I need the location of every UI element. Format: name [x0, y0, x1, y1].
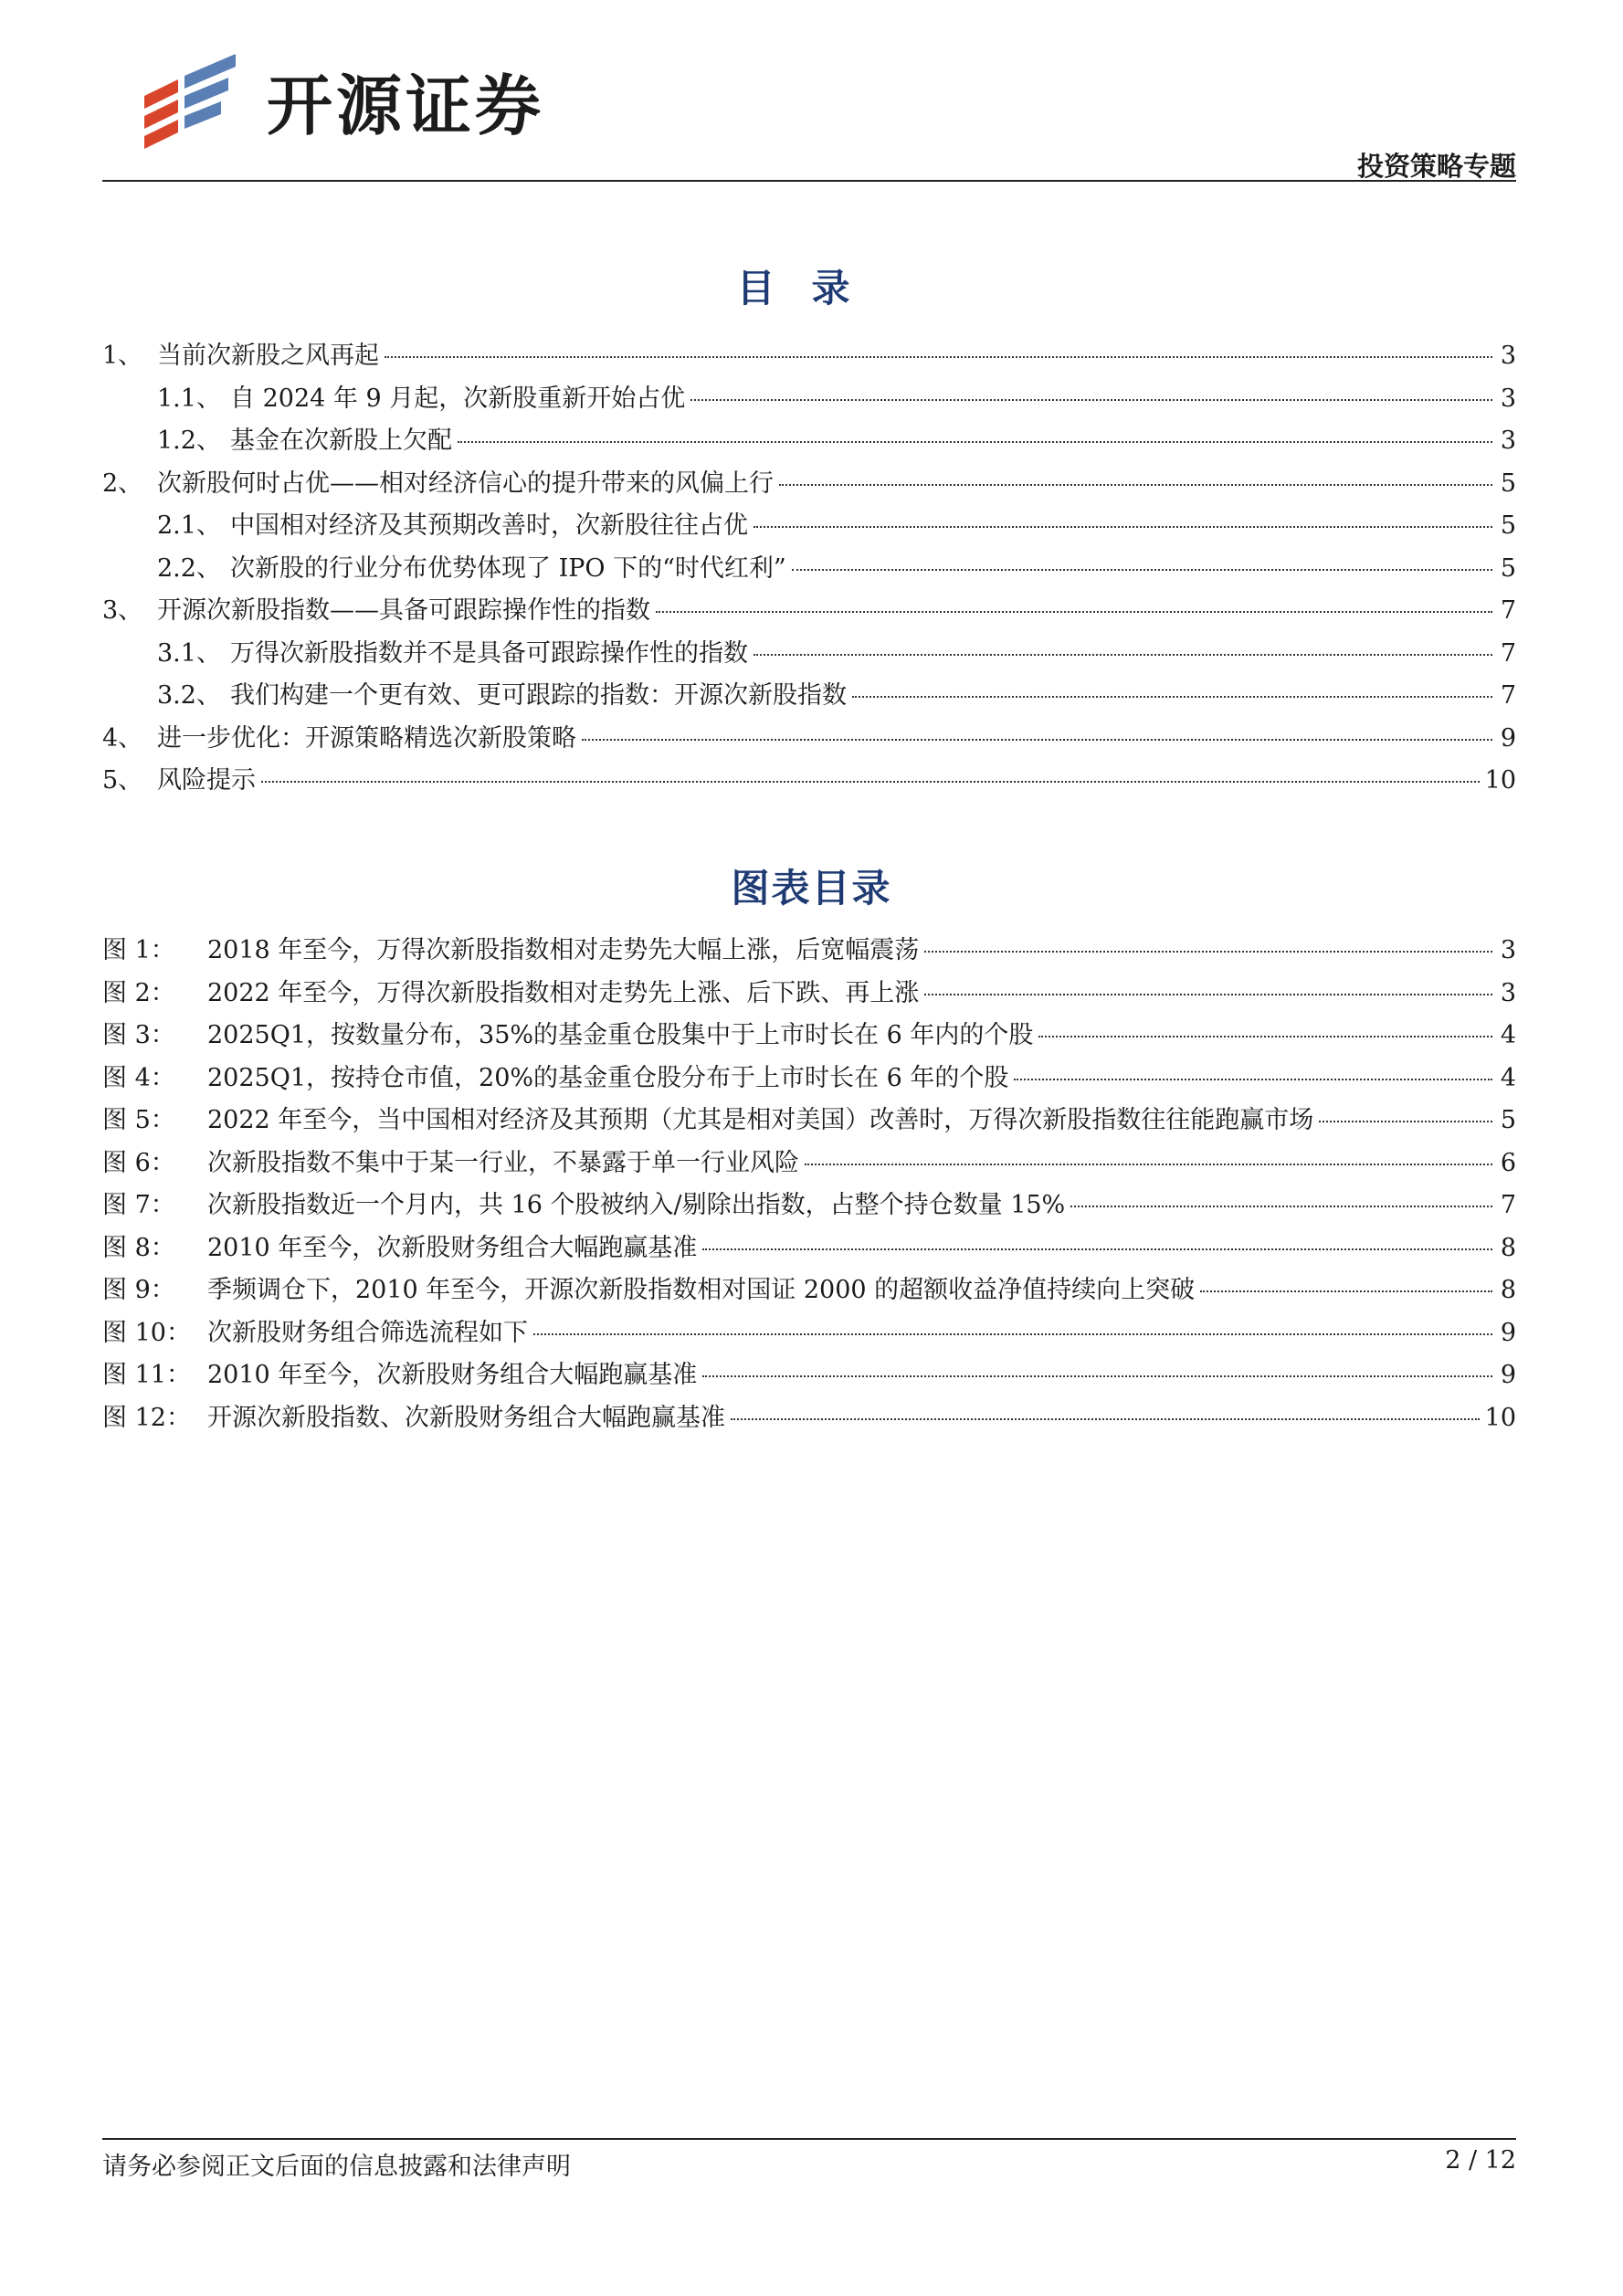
figure-number: 图 12： — [102, 1403, 191, 1432]
figure-list-entry[interactable] — [102, 1143, 1516, 1185]
dot-leader — [690, 399, 1492, 401]
dot-leader — [385, 356, 1492, 358]
dot-leader — [852, 696, 1492, 698]
toc-entry[interactable] — [102, 633, 1516, 676]
figure-title: 2022 年至今，万得次新股指数相对走势先上涨、后下跌、再上涨 — [207, 978, 920, 1007]
section-number: 3.1、 — [157, 638, 221, 668]
dot-leader — [458, 441, 1492, 443]
toc-entry[interactable] — [102, 505, 1516, 548]
page-ref: 7 — [1500, 596, 1516, 625]
figure-list-entry[interactable] — [102, 1227, 1516, 1270]
figure-list — [102, 930, 1516, 1439]
toc-entry[interactable] — [102, 463, 1516, 506]
toc-entry[interactable] — [102, 378, 1516, 421]
figure-list-entry[interactable] — [102, 1312, 1516, 1355]
page-ref: 4 — [1500, 1021, 1516, 1049]
figure-number: 图 5： — [102, 1106, 175, 1134]
section-title: 开源次新股指数——具备可跟踪操作性的指数 — [157, 596, 650, 625]
dot-leader — [1070, 1206, 1492, 1207]
page-ref: 8 — [1500, 1276, 1516, 1304]
dot-leader — [702, 1248, 1492, 1250]
toc-entry[interactable] — [102, 590, 1516, 633]
page-ref: 3 — [1500, 427, 1516, 455]
page-ref: 5 — [1500, 469, 1516, 498]
section-title: 万得次新股指数并不是具备可跟踪操作性的指数 — [230, 638, 748, 668]
dot-leader — [261, 781, 1480, 783]
figure-title: 2018 年至今，万得次新股指数相对走势先大幅上涨，后宽幅震荡 — [207, 936, 920, 964]
page-ref: 6 — [1500, 1148, 1516, 1177]
header-divider — [102, 180, 1516, 182]
footer-disclaimer: 请务必参阅正文后面的信息披露和法律声明 — [102, 2153, 571, 2181]
figure-title: 次新股指数近一个月内，共 16 个股被纳入/剔除出指数，占整个持仓数量 15% — [207, 1191, 1066, 1219]
figure-list-entry[interactable] — [102, 930, 1516, 973]
section-title: 当前次新股之风再起 — [157, 342, 379, 370]
figure-list-heading: 图表目录 — [731, 866, 892, 911]
page-ref: 8 — [1500, 1233, 1516, 1262]
footer-divider — [102, 2138, 1516, 2140]
dot-leader — [1200, 1290, 1492, 1292]
dot-leader — [533, 1333, 1492, 1335]
toc-heading: 目录 — [736, 266, 887, 311]
figure-list-entry[interactable] — [102, 1185, 1516, 1227]
page-ref: 10 — [1484, 1403, 1516, 1432]
figure-list-entry[interactable] — [102, 1015, 1516, 1058]
figure-list-entry[interactable] — [102, 1397, 1516, 1440]
section-title: 自 2024 年 9 月起，次新股重新开始占优 — [230, 384, 686, 413]
dot-leader — [702, 1375, 1492, 1377]
figure-title: 次新股指数不集中于某一行业，不暴露于单一行业风险 — [207, 1148, 799, 1177]
section-number: 5、 — [102, 766, 143, 795]
dot-leader — [1319, 1121, 1492, 1122]
figure-number: 图 7： — [102, 1191, 175, 1219]
figure-title: 2022 年至今，当中国相对经济及其预期（尤其是相对美国）改善时，万得次新股指数往往能跑赢市场 — [207, 1106, 1314, 1134]
brand-logo — [137, 50, 544, 151]
page-ref: 3 — [1500, 342, 1516, 370]
toc-entry[interactable] — [102, 548, 1516, 591]
figure-title: 次新股财务组合筛选流程如下 — [207, 1318, 528, 1347]
toc-entry[interactable] — [102, 760, 1516, 803]
page-ref: 3 — [1500, 978, 1516, 1007]
figure-title: 2025Q1，按持仓市值，20%的基金重仓股分布于上市时长在 6 年的个股 — [207, 1063, 1009, 1092]
page-ref: 5 — [1500, 511, 1516, 540]
brand-name: 开源证券 — [267, 68, 545, 144]
page-ref: 7 — [1500, 1191, 1516, 1219]
page-ref: 7 — [1500, 681, 1516, 710]
figure-list-entry[interactable] — [102, 1100, 1516, 1143]
page-ref: 5 — [1500, 1106, 1516, 1134]
figure-title: 2025Q1，按数量分布，35%的基金重仓股集中于上市时长在 6 年内的个股 — [207, 1021, 1034, 1049]
section-number: 2.2、 — [157, 553, 221, 583]
section-number: 1.1、 — [157, 384, 221, 413]
dot-leader — [1014, 1079, 1492, 1080]
page-ref: 9 — [1500, 1361, 1516, 1389]
page-ref: 9 — [1500, 723, 1516, 753]
section-number: 1.2、 — [157, 427, 221, 455]
figure-list-entry[interactable] — [102, 973, 1516, 1016]
dot-leader — [792, 569, 1492, 571]
figure-title: 2010 年至今，次新股财务组合大幅跑赢基准 — [207, 1361, 698, 1389]
figure-number: 图 2： — [102, 978, 175, 1007]
dot-leader — [582, 739, 1492, 741]
page-ref: 7 — [1500, 638, 1516, 668]
page-ref: 10 — [1484, 766, 1516, 795]
dot-leader — [924, 951, 1492, 953]
kaiyuan-logo-icon — [137, 50, 247, 151]
toc-entry[interactable] — [102, 675, 1516, 718]
dot-leader — [754, 526, 1492, 528]
section-title: 我们构建一个更有效、更可跟踪的指数：开源次新股指数 — [230, 681, 847, 710]
section-title: 中国相对经济及其预期改善时，次新股往往占优 — [230, 511, 748, 540]
toc-entry[interactable] — [102, 718, 1516, 761]
toc-list — [102, 335, 1516, 803]
section-title: 次新股何时占优——相对经济信心的提升带来的风偏上行 — [157, 469, 774, 498]
section-number: 4、 — [102, 723, 143, 753]
figure-number: 图 8： — [102, 1233, 175, 1262]
figure-number: 图 4： — [102, 1063, 175, 1092]
document-type: 投资策略专题 — [1356, 151, 1516, 182]
page-number: 2 / 12 — [1445, 2146, 1516, 2175]
figure-title: 2010 年至今，次新股财务组合大幅跑赢基准 — [207, 1233, 698, 1262]
figure-number: 图 11： — [102, 1361, 191, 1389]
dot-leader — [924, 994, 1492, 995]
figure-number: 图 6： — [102, 1148, 175, 1177]
figure-title: 季频调仓下，2010 年至今，开源次新股指数相对国证 2000 的超额收益净值持续向上突破 — [207, 1276, 1196, 1304]
section-title: 次新股的行业分布优势体现了 IPO 下的“时代红利” — [230, 553, 786, 583]
figure-list-entry[interactable] — [102, 1058, 1516, 1101]
section-number: 3.2、 — [157, 681, 221, 710]
section-title: 风险提示 — [157, 766, 256, 795]
figure-number: 图 10： — [102, 1318, 191, 1347]
figure-list-entry[interactable] — [102, 1354, 1516, 1397]
page-ref: 3 — [1500, 936, 1516, 964]
dot-leader — [754, 654, 1492, 656]
section-title: 基金在次新股上欠配 — [230, 427, 452, 455]
section-number: 2.1、 — [157, 511, 221, 540]
section-title: 进一步优化：开源策略精选次新股策略 — [157, 723, 576, 753]
section-number: 2、 — [102, 469, 143, 498]
section-number: 1、 — [102, 342, 143, 370]
section-number: 3、 — [102, 596, 143, 625]
page-ref: 9 — [1500, 1318, 1516, 1347]
figure-title: 开源次新股指数、次新股财务组合大幅跑赢基准 — [207, 1403, 725, 1432]
page-ref: 5 — [1500, 553, 1516, 583]
dot-leader — [805, 1164, 1492, 1165]
dot-leader — [1038, 1036, 1492, 1037]
toc-entry[interactable] — [102, 420, 1516, 463]
dot-leader — [656, 611, 1492, 613]
toc-entry[interactable] — [102, 335, 1516, 378]
dot-leader — [731, 1418, 1480, 1420]
figure-number: 图 3： — [102, 1021, 175, 1049]
figure-number: 图 9： — [102, 1276, 175, 1304]
figure-number: 图 1： — [102, 936, 175, 964]
figure-list-entry[interactable] — [102, 1269, 1516, 1312]
dot-leader — [779, 484, 1492, 486]
page-ref: 3 — [1500, 384, 1516, 413]
page-ref: 4 — [1500, 1063, 1516, 1092]
